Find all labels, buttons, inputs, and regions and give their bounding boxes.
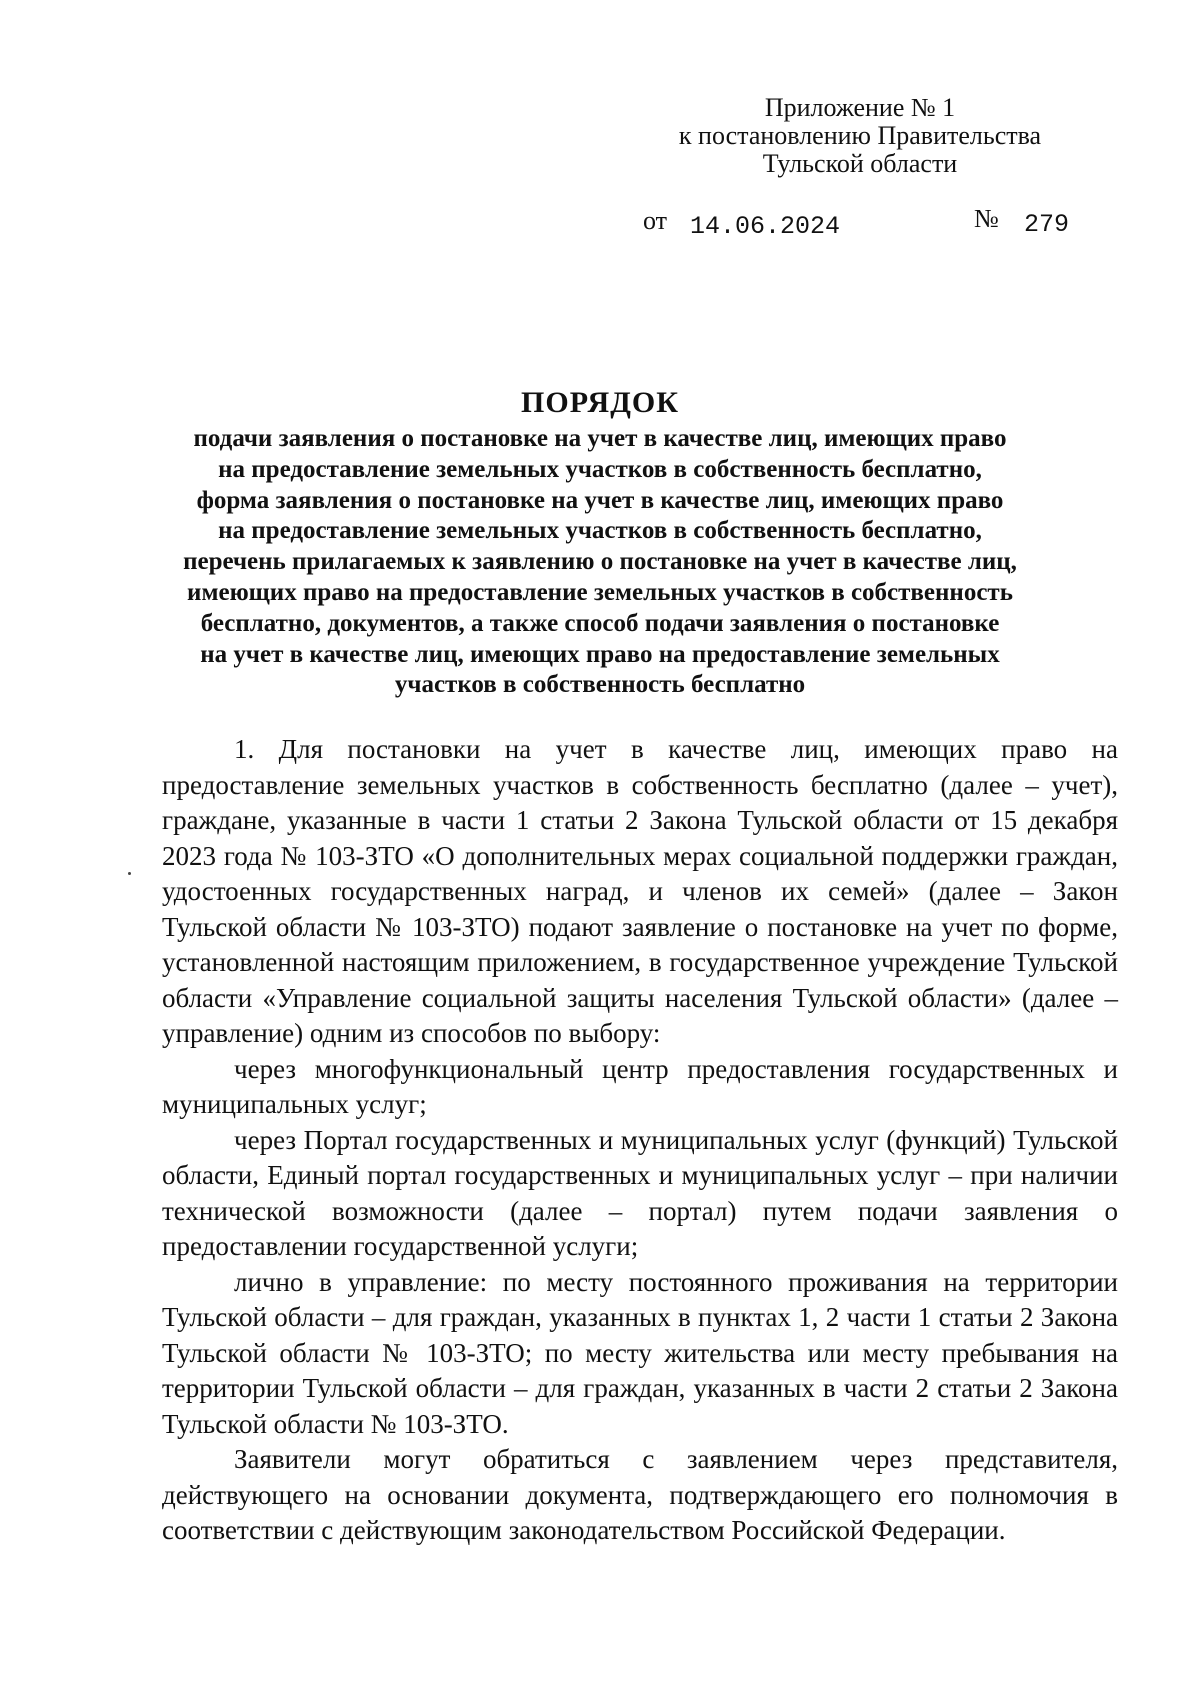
subtitle-line: на предоставление земельных участков в собственность бесплатно, [218, 455, 982, 483]
subtitle-line: на предоставление земельных участков в собственность бесплатно, [218, 517, 982, 545]
appendix-header [640, 94, 1080, 178]
subtitle-line: бесплатно, документов, а также способ подачи заявления о постановке [200, 609, 1000, 637]
appendix-line: Приложение № 1 [764, 93, 956, 122]
subtitle-line: перечень прилагаемых к заявлению о постановке на учет в качестве лиц, [183, 548, 1017, 576]
appendix-line: к постановлению Правительства [678, 121, 1042, 150]
decree-number: 279 [1024, 210, 1070, 239]
document-body [162, 732, 1118, 1549]
subtitle-line: участков в собственность бесплатно [394, 671, 806, 699]
document-subtitle [150, 424, 1050, 701]
subtitle-line: форма заявления о постановке на учет в качестве лиц, имеющих право [196, 486, 1004, 514]
subtitle-line: имеющих право на предоставление земельных участков в собственность [187, 578, 1013, 606]
paragraph: лично в управление: по месту постоянного проживания на территории Тульской области – для граждан, указанных в пунктах 1, 2 части 1 статьи 2 Закона Тульской области № 103-ЗТО; по месту жительства или месту пребывания на территории Тульской области – для граждан, указанных в части 2 статьи 2 Закона Тульской области № 103-ЗТО. [162, 1266, 1118, 1439]
subtitle-line: на учет в качестве лиц, имеющих право на предоставление земельных [200, 640, 1000, 668]
subtitle-line: подачи заявления о постановке на учет в качестве лиц, имеющих право [193, 425, 1007, 452]
paragraph: 1. Для постановки на учет в качестве лиц, имеющих право на предоставление земельных участков в собственность бесплатно (далее – учет), граждане, указанные в части 1 статьи 2 Закона Тульской области от 15 декабря 2023 года № 103-ЗТО «О дополнительных мерах социальной поддержки граждан, удостоенных государственных наград, и членов их семей» (далее – Закон Тульской области № 103-ЗТО) подают заявление о постановке на учет по форме, установленной настоящим приложением, в государственное учреждение Тульской области «Управление социальной защиты населения Тульской области» (далее – управление) одним из способов по выбору: [162, 734, 1118, 1048]
paragraph: через Портал государственных и муниципальных услуг (функций) Тульской области, Единый портал государственных и муниципальных услуг – при наличии технической возможности (далее – портал) путем подачи заявления о предоставлении государственной услуги; [162, 1124, 1118, 1261]
document-title: ПОРЯДОК [521, 386, 679, 419]
paragraph: через многофункциональный центр предоставления государственных и муниципальных услуг; [162, 1053, 1118, 1119]
scan-artifact [128, 872, 131, 875]
decree-date: 14.06.2024 [690, 212, 841, 241]
appendix-line: Тульской области [762, 149, 958, 178]
decree-number-label: № [974, 204, 999, 233]
decree-from-label: от [643, 206, 668, 235]
paragraph: Заявители могут обратиться с заявлением через представителя, действующего на основании документа, подтверждающего его полномочия в соответствии с действующим законодательством Российской Федерации. [162, 1444, 1118, 1545]
